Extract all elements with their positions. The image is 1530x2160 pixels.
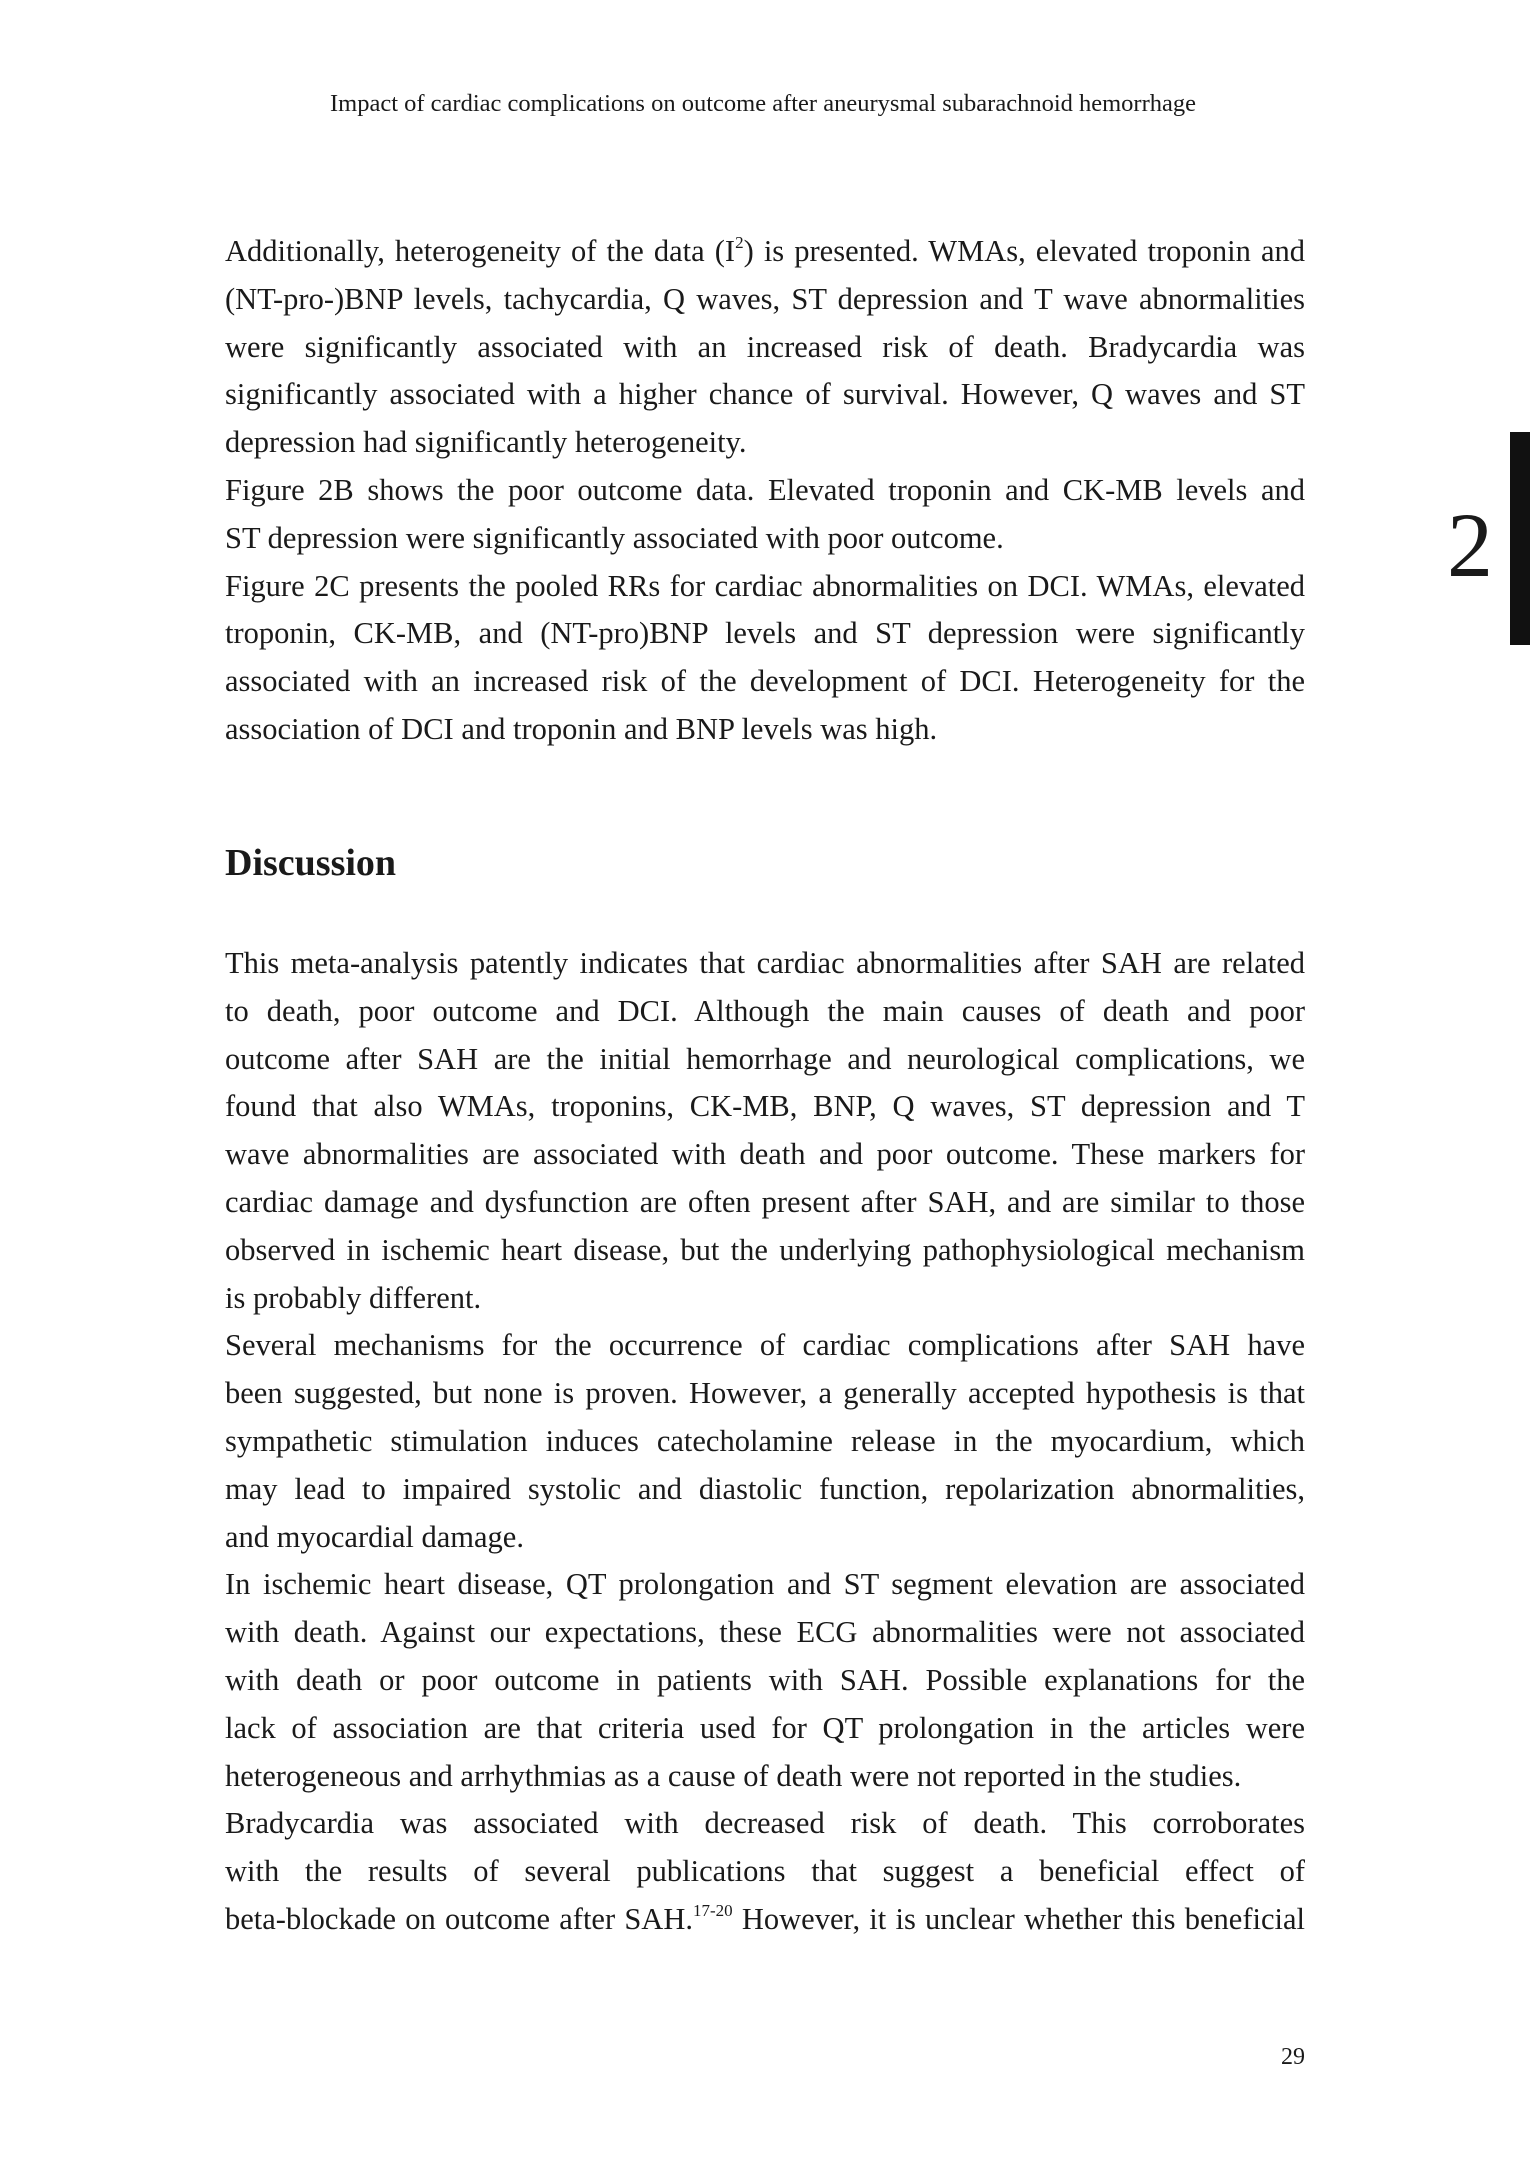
text-line: is probably different.: [225, 1280, 482, 1315]
text-line: lack of association are that criteria used for QT prolongation in the articles were: [225, 1710, 1305, 1745]
text-line: associated with an increased risk of the development of DCI. Heterogeneity for the: [225, 664, 1305, 699]
text-line: heterogeneous and arrhythmias as a cause of death were not reported in the studies.: [225, 1758, 1242, 1793]
text-line: significantly associated with a higher chance of survival. However, Q waves and ST: [225, 377, 1305, 412]
text-line: been suggested, but none is proven. However, a generally accepted hypothesis is that: [225, 1376, 1305, 1411]
discussion-text-block: [225, 940, 1305, 1944]
text-line: with death or poor outcome in patients with SAH. Possible explanations for the: [225, 1662, 1305, 1697]
text-line: association of DCI and troponin and BNP levels was high.: [225, 711, 938, 746]
text-line: Several mechanisms for the occurrence of cardiac complications after SAH have: [225, 1328, 1305, 1363]
text-line: may lead to impaired systolic and diastolic function, repolarization abnormalities,: [225, 1471, 1305, 1506]
text-line: beta-blockade on outcome after SAH.$^{17-20}$ However, it is unclear whether this beneficial: [225, 1900, 1305, 1936]
text-line: to death, poor outcome and DCI. Although the main causes of death and poor: [225, 993, 1305, 1028]
citation-superscript: 17-20: [692, 1900, 733, 1920]
section-heading: Discussion: [225, 842, 397, 884]
results-text-block: [225, 228, 1305, 754]
text-line: This meta-analysis patently indicates that cardiac abnormalities after SAH are related: [225, 946, 1305, 980]
page-number: 29: [1281, 2044, 1305, 2070]
text-line: depression had significantly heterogeneity.: [225, 425, 747, 460]
chapter-tab-number: 2: [1447, 494, 1493, 596]
text-line: and myocardial damage.: [225, 1519, 524, 1554]
text-line: Figure 2B shows the poor outcome data. Elevated troponin and CK-MB levels and: [225, 472, 1305, 507]
text-line: were significantly associated with an increased risk of death. Bradycardia was: [225, 329, 1305, 364]
text-line: observed in ischemic heart disease, but the underlying pathophysiological mechanism: [225, 1232, 1305, 1267]
text-line: troponin, CK-MB, and (NT-pro)BNP levels and ST depression were significantly: [225, 616, 1305, 651]
running-header: Impact of cardiac complications on outcome after aneurysmal subarachnoid hemorrhage: [330, 90, 1196, 117]
text-line: with the results of several publications that suggest a beneficial effect of: [225, 1854, 1305, 1889]
text-line: sympathetic stimulation induces catecholamine release in the myocardium, which: [225, 1423, 1305, 1458]
chapter-tab-bar: [1510, 432, 1530, 645]
superscript: 2: [735, 233, 744, 252]
text-line: wave abnormalities are associated with death and poor outcome. These markers for: [225, 1137, 1305, 1172]
text-line: found that also WMAs, troponins, CK-MB, BNP, Q waves, ST depression and T: [225, 1089, 1305, 1124]
text-line: outcome after SAH are the initial hemorrhage and neurological complications, we: [225, 1041, 1305, 1076]
text-line: ST depression were significantly associated with poor outcome.: [225, 520, 1004, 555]
text-line: In ischemic heart disease, QT prolongation and ST segment elevation are associated: [225, 1567, 1305, 1602]
text-line: cardiac damage and dysfunction are often present after SAH, and are similar to those: [225, 1184, 1305, 1219]
text-line: Figure 2C presents the pooled RRs for cardiac abnormalities on DCI. WMAs, elevated: [225, 568, 1305, 603]
text-line: Bradycardia was associated with decreased risk of death. This corroborates: [225, 1806, 1305, 1841]
text-line: with death. Against our expectations, these ECG abnormalities were not associated: [225, 1615, 1305, 1650]
text-line: (NT-pro-)BNP levels, tachycardia, Q waves, ST depression and T wave abnormalities: [225, 281, 1305, 316]
text-line: Additionally, heterogeneity of the data $(I^2)$ is presented. WMAs, elevated troponin and: [225, 233, 1305, 268]
